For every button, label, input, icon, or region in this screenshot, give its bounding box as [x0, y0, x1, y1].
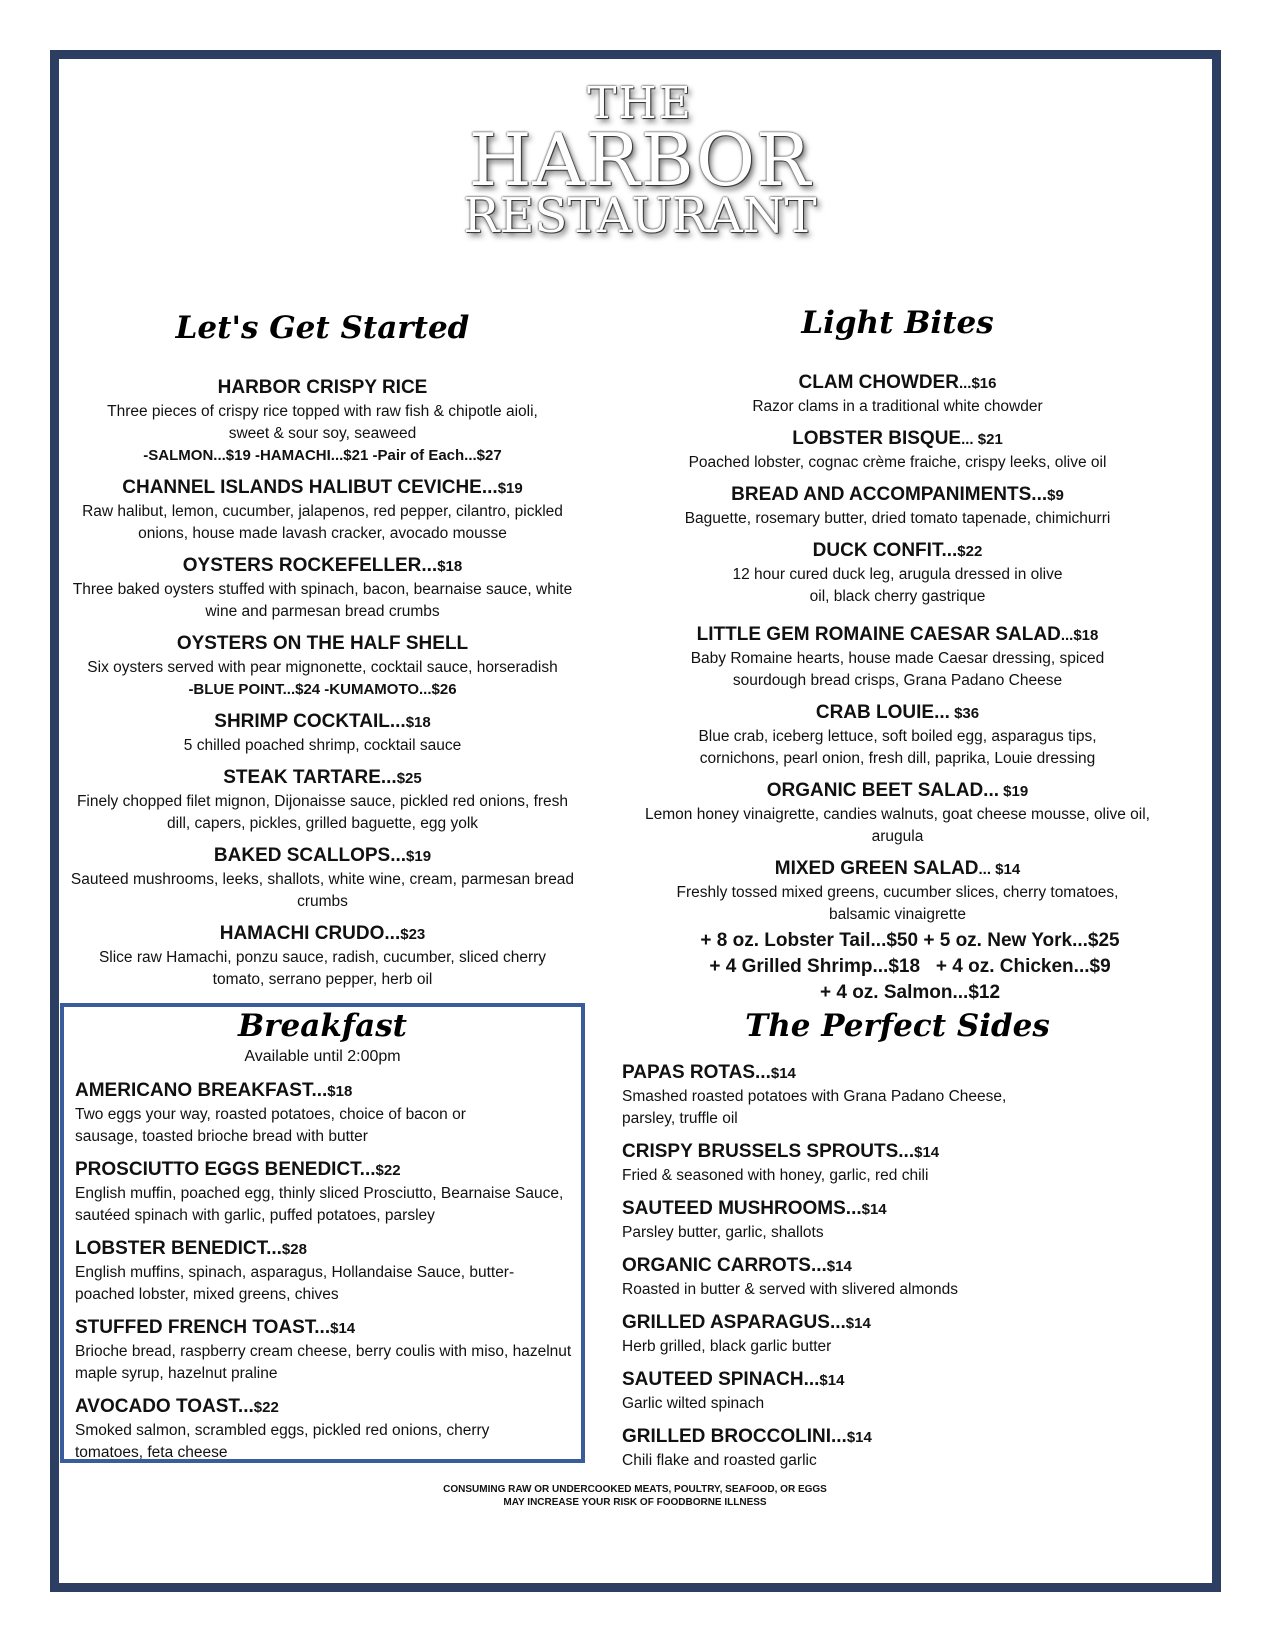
menu-item [60, 553, 585, 623]
item-description: Razor clams in a traditional white chowder [752, 398, 1043, 415]
item-description: Three baked oysters stuffed with spinach, bacon, bearnaise sauce, white wine and parmesan bread crumbs [72, 581, 573, 620]
warning-line: MAY INCREASE YOUR RISK OF FOODBORNE ILLNESS [503, 1497, 767, 1508]
menu-item [635, 856, 1160, 926]
item-description: Fried & seasoned with honey, garlic, red chili [622, 1167, 929, 1184]
sides-title: The Perfect Sides [745, 1008, 1050, 1044]
item-name: CHANNEL ISLANDS HALIBUT CEVICHE... [122, 477, 498, 498]
food-safety-warning [60, 1483, 1210, 1509]
item-price: $36 [949, 705, 980, 722]
item-price: ...$16 [958, 375, 997, 392]
item-price: ... $21 [961, 431, 1003, 448]
item-variants: -BLUE POINT...$24 -KUMAMOTO...$26 [188, 681, 457, 698]
item-name: HARBOR CRISPY RICE [217, 377, 428, 398]
menu-item [635, 482, 1160, 530]
item-name: ORGANIC BEET SALAD... [766, 780, 1000, 801]
menu-item [60, 709, 585, 757]
item-name: SAUTEED SPINACH... [622, 1369, 820, 1390]
item-price: $23 [400, 926, 426, 943]
item-description: Smashed roasted potatoes with Grana Padano Cheese, parsley, truffle oil [622, 1088, 1007, 1127]
menu-item [60, 843, 585, 913]
item-price: $9 [1047, 487, 1064, 504]
item-description: Sauteed mushrooms, leeks, shallots, white wine, cream, parmesan bread crumbs [70, 871, 575, 910]
item-description: Lemon honey vinaigrette, candies walnuts, goat cheese mousse, olive oil, arugula [645, 806, 1150, 845]
menu-item [75, 1157, 575, 1227]
item-description: Herb grilled, black garlic butter [622, 1338, 832, 1355]
item-description: Roasted in butter & served with slivered almonds [622, 1281, 958, 1298]
item-price: $18 [437, 558, 463, 575]
breakfast-availability: Available until 2:00pm [244, 1048, 401, 1065]
item-name: CRISPY BRUSSELS SPROUTS... [622, 1141, 915, 1162]
menu-item [635, 426, 1160, 474]
item-name: BREAD AND ACCOMPANIMENTS... [731, 484, 1048, 505]
item-name: LOBSTER BISQUE [792, 428, 962, 449]
item-price: $25 [396, 770, 422, 787]
item-name: GRILLED BROCCOLINI... [622, 1426, 847, 1447]
item-description: Poached lobster, cognac crème fraiche, crispy leeks, olive oil [688, 454, 1107, 471]
item-price: $14 [861, 1201, 887, 1218]
item-name: DUCK CONFIT... [812, 540, 958, 561]
item-description: Raw halibut, lemon, cucumber, jalapenos, red pepper, cilantro, pickled onions, house made lavash cracker, avocado mousse [82, 503, 563, 542]
item-description: Smoked salmon, scrambled eggs, pickled red onions, cherry tomatoes, feta cheese [75, 1422, 490, 1461]
menu-item [60, 475, 585, 545]
menu-item [60, 375, 585, 467]
menu-item [60, 631, 585, 701]
item-description: Baby Romaine hearts, house made Caesar dressing, spiced sourdough bread crisps, Grana Padano Cheese [690, 650, 1105, 689]
item-name: LITTLE GEM ROMAINE CAESAR SALAD [696, 624, 1061, 645]
menu-item [60, 765, 585, 835]
item-price: $14 [845, 1315, 871, 1332]
item-price: ... $14 [978, 861, 1021, 878]
sides-list [622, 1060, 1122, 1481]
light-bites-title: Light Bites [801, 305, 994, 341]
menu-item [622, 1196, 1122, 1244]
item-price: $22 [253, 1399, 279, 1416]
add-ons [660, 928, 1160, 1006]
item-name: BAKED SCALLOPS... [213, 845, 407, 866]
menu-item [622, 1060, 1122, 1130]
item-price: $14 [914, 1144, 940, 1161]
item-price: $18 [405, 714, 431, 731]
item-description: Three pieces of crispy rice topped with raw fish & chipotle aioli, sweet & sour soy, seaweed [107, 403, 538, 442]
menu-item [622, 1310, 1122, 1358]
item-price: $19 [497, 480, 523, 497]
menu-item [622, 1367, 1122, 1415]
item-name: PAPAS ROTAS... [622, 1062, 771, 1083]
addon-line: + 4 Grilled Shrimp...$18 + 4 oz. Chicken...$9 [709, 956, 1111, 977]
item-description: Baguette, rosemary butter, dried tomato tapenade, chimichurri [684, 510, 1111, 527]
menu-item [622, 1253, 1122, 1301]
item-name: SHRIMP COCKTAIL... [214, 711, 406, 732]
item-description: Six oysters served with pear mignonette, cocktail sauce, horseradish [87, 659, 558, 676]
item-description: Chili flake and roasted garlic [622, 1452, 817, 1469]
menu-item [75, 1394, 575, 1464]
item-price: $18 [327, 1083, 353, 1100]
breakfast-list [75, 1078, 575, 1473]
item-description: 12 hour cured duck leg, arugula dressed in olive oil, black cherry gastrique [732, 566, 1063, 605]
menu-item [635, 778, 1160, 848]
addon-line: + 4 oz. Salmon...$12 [819, 982, 1001, 1003]
menu-item [622, 1139, 1122, 1187]
item-description: English muffins, spinach, asparagus, Hollandaise Sauce, butter-poached lobster, mixed greens, chives [75, 1264, 515, 1303]
item-price: $28 [281, 1241, 307, 1258]
starters-title: Let's Get Started [175, 310, 470, 346]
menu-item [75, 1236, 575, 1306]
menu-item [635, 700, 1160, 770]
item-price: $19 [999, 783, 1029, 800]
item-description: Slice raw Hamachi, ponzu sauce, radish, cucumber, sliced cherry tomato, serrano pepper, herb oil [98, 949, 547, 988]
item-price: $19 [406, 848, 432, 865]
item-name: CLAM CHOWDER [798, 372, 959, 393]
menu-item [635, 370, 1160, 418]
item-name: LOBSTER BENEDICT... [75, 1238, 282, 1259]
item-name: GRILLED ASPARAGUS... [622, 1312, 846, 1333]
item-price: $14 [846, 1429, 872, 1446]
item-price: $22 [375, 1162, 401, 1179]
breakfast-title: Breakfast [237, 1008, 408, 1044]
logo-line-1: THE [587, 78, 693, 129]
menu-item [75, 1078, 575, 1148]
item-description: Finely chopped filet mignon, Dijonaisse sauce, pickled red onions, fresh dill, capers, pickles, grilled baguette, egg yolk [76, 793, 569, 832]
item-price: $14 [826, 1258, 852, 1275]
item-name: SAUTEED MUSHROOMS... [622, 1198, 862, 1219]
item-description: Brioche bread, raspberry cream cheese, berry coulis with miso, hazelnut maple syrup, hazelnut praline [75, 1343, 572, 1382]
starters-list [60, 375, 585, 999]
item-name: OYSTERS ON THE HALF SHELL [176, 633, 469, 654]
logo-line-2: HARBOR [468, 118, 812, 202]
warning-line: CONSUMING RAW OR UNDERCOOKED MEATS, POULTRY, SEAFOOD, OR EGGS [443, 1484, 827, 1495]
item-price: $14 [819, 1372, 845, 1389]
item-price: $22 [957, 543, 983, 560]
menu-item [635, 538, 1160, 608]
addon-line: + 8 oz. Lobster Tail...$50 + 5 oz. New York...$25 [700, 930, 1120, 951]
restaurant-logo [430, 78, 850, 262]
menu-item [622, 1424, 1122, 1472]
item-description: Freshly tossed mixed greens, cucumber slices, cherry tomatoes, balsamic vinaigrette [676, 884, 1119, 923]
item-variants: -SALMON...$19 -HAMACHI...$21 -Pair of Each...$27 [143, 447, 502, 464]
item-name: ORGANIC CARROTS... [622, 1255, 827, 1276]
item-description: Two eggs your way, roasted potatoes, choice of bacon or sausage, toasted brioche bread with butter [75, 1106, 466, 1145]
item-name: AMERICANO BREAKFAST... [75, 1080, 328, 1101]
item-price: $14 [330, 1320, 356, 1337]
item-description: 5 chilled poached shrimp, cocktail sauce [183, 737, 462, 754]
item-name: HAMACHI CRUDO... [219, 923, 401, 944]
item-price: $14 [770, 1065, 796, 1082]
item-name: OYSTERS ROCKEFELLER... [182, 555, 438, 576]
item-name: STUFFED FRENCH TOAST... [75, 1317, 331, 1338]
menu-item [635, 622, 1160, 692]
logo-line-3: RESTAURANT [463, 188, 817, 244]
light-bites-list [635, 370, 1160, 934]
item-name: CRAB LOUIE... [815, 702, 950, 723]
item-name: AVOCADO TOAST... [75, 1396, 254, 1417]
item-description: Blue crab, iceberg lettuce, soft boiled egg, asparagus tips, cornichons, pearl onion, fresh dill, paprika, Louie dressing [698, 728, 1097, 767]
menu-item [75, 1315, 575, 1385]
item-name: PROSCIUTTO EGGS BENEDICT... [75, 1159, 376, 1180]
item-description: Garlic wilted spinach [622, 1395, 765, 1412]
item-description: Parsley butter, garlic, shallots [622, 1224, 824, 1241]
item-description: English muffin, poached egg, thinly sliced Prosciutto, Bearnaise Sauce, sautéed spinach with garlic, puffed potatoes, parsley [75, 1185, 564, 1224]
item-price: ...$18 [1060, 627, 1099, 644]
item-name: STEAK TARTARE... [223, 767, 397, 788]
item-name: MIXED GREEN SALAD [774, 858, 979, 879]
menu-item [60, 921, 585, 991]
